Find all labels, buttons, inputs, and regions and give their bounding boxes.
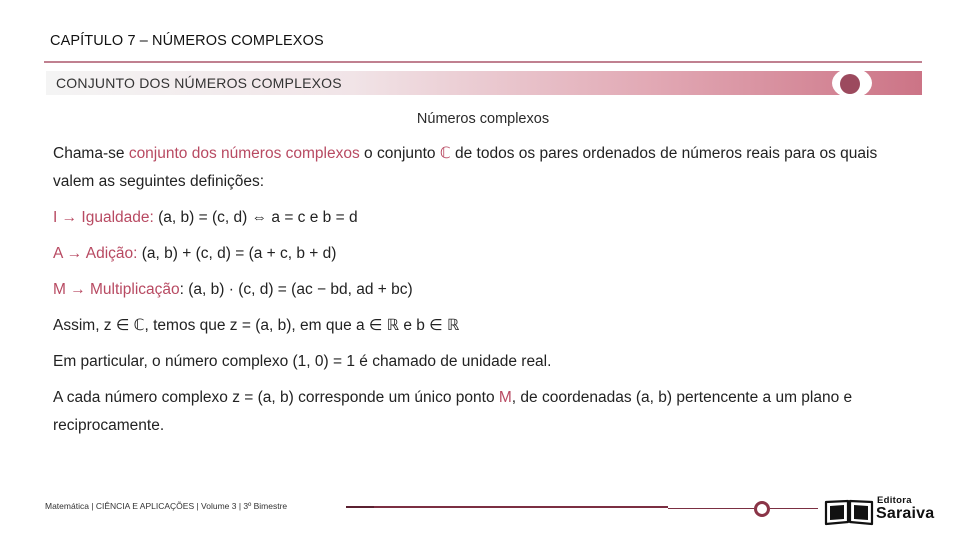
set-symbol: ℂ <box>439 145 451 162</box>
text-span: A cada número complexo z = (a, b) corresponde um único ponto <box>53 389 499 406</box>
section-bar <box>46 71 922 95</box>
logo-label-big: Saraiva <box>876 505 935 522</box>
def-equality-text: (a, b) = (c, d) ⇔ a = c e b = d <box>153 209 358 226</box>
section-dot-icon <box>840 74 860 94</box>
def-addition <box>53 240 913 268</box>
def-addition-label: A → Adição: <box>53 245 138 262</box>
def-multiplication-label: M → Multiplicação <box>53 281 180 298</box>
text-span: Chama-se <box>53 145 129 162</box>
footer-ring-icon <box>754 501 770 517</box>
point-paragraph <box>53 384 913 440</box>
def-equality-label: I → Igualdade: <box>53 209 154 226</box>
header-rule <box>44 61 922 63</box>
particular-paragraph: Em particular, o número complexo (1, 0) = 1 é chamado de unidade real. <box>53 353 552 370</box>
slide-heading: Números complexos <box>416 111 550 127</box>
footer-text: Matemática | CIÊNCIA E APLICAÇÕES | Volume 3 | 3º Bimestre <box>45 501 288 511</box>
publisher-logo <box>824 494 942 526</box>
content-body <box>53 140 913 440</box>
logo-label-small: Editora <box>877 495 912 506</box>
assim-paragraph: Assim, z ∈ ℂ, temos que z = (a, b), em que a ∈ ℝ e b ∈ ℝ <box>53 317 460 334</box>
def-multiplication-text: : (a, b) · (c, d) = (ac − bd, ad + bc) <box>179 281 413 298</box>
def-addition-text: (a, b) + (c, d) = (a + c, b + d) <box>137 245 337 262</box>
text-span: , de coordenadas (a, b) pertencente a um plano e reciprocamente. <box>53 389 853 434</box>
def-multiplication <box>53 276 913 304</box>
chapter-title: CAPÍTULO 7 – NÚMEROS COMPLEXOS <box>50 33 324 49</box>
text-span: de todos os pares ordenados de números reais para os quais valem as seguintes definições: <box>53 145 878 190</box>
footer-line <box>346 506 668 508</box>
text-span: o conjunto <box>359 145 440 162</box>
point-m: M <box>498 389 512 406</box>
footer-line-end <box>770 508 818 509</box>
footer-line-accent <box>346 506 374 508</box>
definition-paragraph <box>53 140 913 196</box>
book-icon <box>824 498 874 526</box>
footer-line-thin <box>668 508 754 509</box>
term-highlight: conjunto dos números complexos <box>128 145 360 162</box>
def-equality <box>53 204 913 232</box>
section-title: CONJUNTO DOS NÚMEROS COMPLEXOS <box>56 75 342 91</box>
